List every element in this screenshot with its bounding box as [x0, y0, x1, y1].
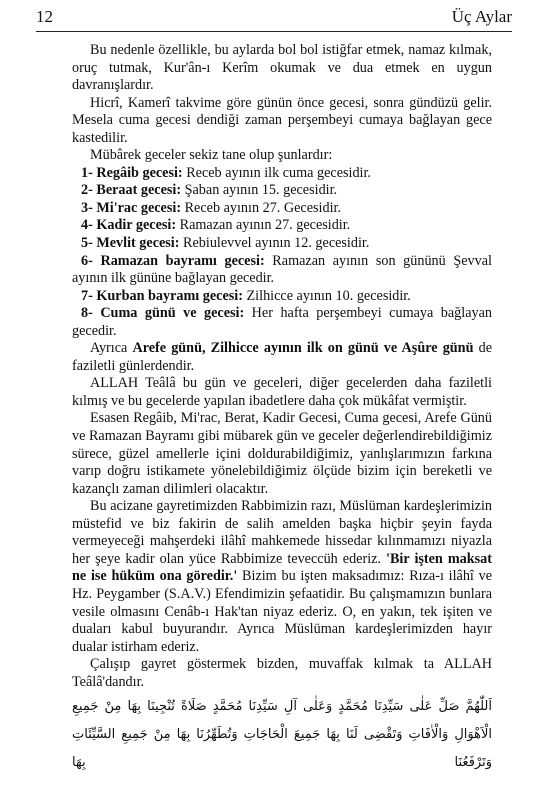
night-item — [72, 235, 492, 253]
night-item — [72, 165, 492, 183]
text-run: Bu acizane gayretimizden Rabbimizin razı, Müslüman kardeşlerimizin müstefid ve biz fakirin de salih amelden başka hiçbir şeyin fayda vermeyeceği mahşerdeki ilâhî mahkemede hissedar kılınmamızı niyazla her şeye kadir olan yüce Rabbimize tevеccüh ederiz. — [72, 498, 492, 567]
night-name: 2- Beraat gecesi: — [81, 182, 182, 199]
night-desc: Receb ayının ilk cuma gecesidir. — [182, 164, 371, 181]
text-run: Ayrıca — [90, 340, 133, 357]
night-desc: Ramazan ayının 27. gecesidir. — [176, 217, 351, 234]
paragraph: Esasen Regâib, Mi'rac, Berat, Kadir Gecesi, Cuma gecesi, Arefe Günü ve Ramazan Bayramı gibi mübarek gün ve geceler değerlendirebildiğimiz sürece, güzel amellerle içini doldurabildiğimiz, yanlışlarımızın farkına varıp doğru istikamete yönelebildiğimiz ölçüde bizim için bereketli ve kazançlı zaman dilimleri olacaktır. — [72, 410, 492, 497]
page-number: 12 — [36, 7, 53, 26]
night-item — [72, 200, 492, 218]
night-name: 4- Kadir gecesi: — [81, 217, 177, 234]
paragraph — [72, 498, 492, 656]
night-item — [72, 288, 492, 306]
paragraph: Hicrî, Kamerî takvime göre günün önce gecesi, sonra gündüzü gelir. Mesela cuma gecesi dendiği zaman perşembeyi cumaya bağlayan gece kastedilir. — [72, 94, 492, 146]
night-desc: Ramazan ayının son gününü Şevval ayının ilk gününe bağlayan gecedir. — [72, 252, 492, 287]
paragraph: Bu nedenle özellikle, bu aylarda bol bol istiğfar etmek, namaz kılmak, oruç tutmak, Kur'ân-ı Kerîm okumak ve dua etmek en uygun davranışlardır. — [72, 42, 492, 94]
bold-text: Arefe günü, Zilhicce ayının ilk on günü ve Aşûre günü — [132, 340, 474, 357]
paragraph: ALLAH Teâlâ bu gün ve geceleri, diğer gecelerden daha faziletli kılmış ve bu gecelerde yapılan ibadetlere daha çok mükâfat vermiştir. — [72, 375, 492, 409]
night-name: 8- Cuma günü ve gecesi: — [81, 305, 245, 322]
night-desc: Her hafta perşembeyi cumaya bağlayan gecedir. — [72, 305, 493, 339]
text-run: de faziletli günlerdendir. — [72, 340, 493, 374]
night-name: 3- Mi'rac gecesi: — [81, 199, 182, 216]
night-name: 1- Regâib gecesi: — [81, 164, 183, 181]
page-header — [36, 6, 512, 30]
paragraph — [72, 340, 492, 375]
night-name: 5- Mevlit gecesi: — [81, 235, 180, 252]
night-item — [72, 305, 492, 340]
night-item — [72, 182, 492, 200]
night-name: 6- Ramazan bayramı gecesi: — [81, 252, 265, 269]
paragraph: Çalışıp gayret göstermek bizden, muvaffak kılmak ta ALLAH Teâlâ'dandır. — [72, 656, 492, 690]
night-desc: Zilhicce ayının 10. gecesidir. — [242, 287, 411, 304]
arabic-dua: اَللّٰهُمَّ صَلِّ عَلٰى سَيِّدِنَا مُحَمَّدٍ وَعَلٰى آلِ سَيِّدِنَا مُحَمَّدٍ صَلَاةً تُنْجِينَا بِهَا مِنْ جَمِيعِ الْاَهْوَالِ وَالْاٰفَاتِ وَتَقْضِى لَنَا بِهَا جَمِيعَ الْحَاجَاتِ وَتُطَهِّرُنَا بِهَا مِنْ جَمِيعِ السَّيِّئَاتِ وَتَرْفَعُنَا بِهَا — [72, 699, 492, 771]
bold-quote: 'Bir işten maksat ne ise hüküm ona göredir.' — [72, 550, 493, 585]
night-desc: Receb ayının 27. Gecesidir. — [181, 199, 342, 216]
night-desc: Rebiulevvel ayının 12. gecesidir. — [179, 235, 370, 252]
night-item — [72, 253, 492, 288]
body-text — [72, 42, 492, 777]
paragraph: Mübârek geceler sekiz tane olup şunlardır: — [90, 147, 333, 164]
night-desc: Şaban ayının 15. gecesidir. — [181, 182, 338, 199]
header-rule — [36, 31, 512, 32]
night-item — [72, 217, 492, 235]
text-run: Bizim bu işten maksadımız: Rıza-ı ilâhî ve Hz. Peygamber (S.A.V.) Efendimizin şefaatidir. Bu çalışmamızın bunlara vesile olmasını Cenâb-ı Hak'tan niyaz ederiz. O, en yakın, tek işiten ve duaları kabul buyurandır. Ayrıca Müslüman kardeşlerimizden hayır dualar istirham ederiz. — [72, 568, 493, 655]
night-name: 7- Kurban bayramı gecesi: — [81, 287, 243, 304]
running-title: Üç Aylar — [451, 7, 512, 26]
